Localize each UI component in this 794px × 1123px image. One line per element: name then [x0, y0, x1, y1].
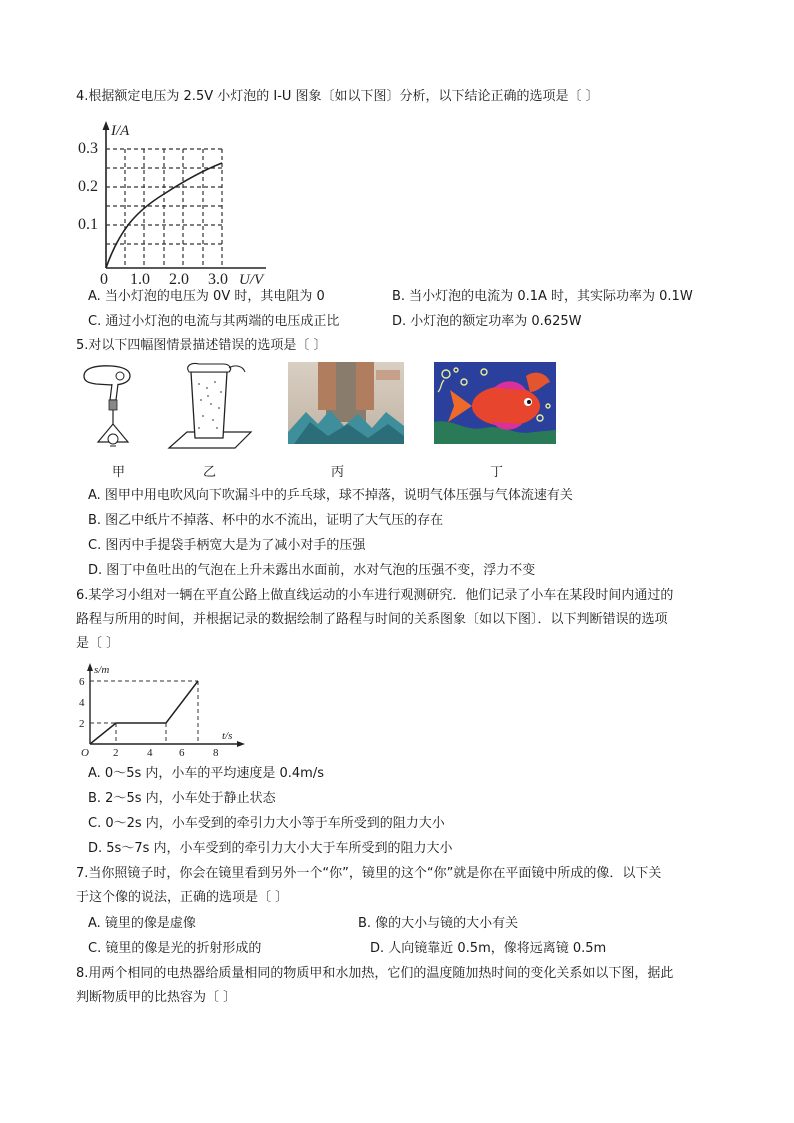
q6-option-b: B. 2～5s 内，小车处于静止状态	[88, 791, 276, 806]
q6-origin-label: O	[81, 747, 89, 759]
q4-y-tick: 0.1	[78, 216, 98, 233]
q6-x-tick: 6	[179, 747, 185, 759]
q5-figure-yi-cup-paper	[163, 362, 255, 460]
q4-option-c: C. 通过小灯泡的电流与其两端的电压成正比	[88, 314, 340, 329]
q5-caption-jia: 甲	[112, 465, 126, 480]
q4-x-tick: 0	[100, 271, 108, 284]
q6-x-axis-label: t/s	[222, 730, 233, 742]
q6-stem-line2: 路程与所用的时间，并根据记录的数据绘制了路程与时间的关系图象〔如以下图〕．以下判断错误的选项	[76, 612, 668, 627]
q4-option-a: A. 当小灯泡的电压为 0V 时，其电阻为 0	[88, 289, 325, 304]
q7-stem-line1: 7.当你照镜子时，你会在镜里看到另外一个“你”，镜里的这个“你”就是你在平面镜中所成的像．以下关	[76, 866, 662, 881]
q4-y-axis-label: I/A	[111, 123, 130, 139]
q6-y-tick: 4	[79, 697, 85, 709]
q6-stem-line3: 是〔 〕	[76, 636, 120, 651]
q4-x-tick: 1.0	[130, 271, 150, 284]
q4-x-axis-label: U/V	[239, 272, 264, 284]
q5-option-b: B. 图乙中纸片不掉落、杯中的水不流出，证明了大气压的存在	[88, 513, 444, 528]
q4-stem: 4.根据额定电压为 2.5V 小灯泡的 I-U 图象〔如以下图〕分析，以下结论正确的选项是〔 〕	[76, 89, 599, 104]
q7-option-a: A. 镜里的像是虚像	[88, 916, 196, 931]
q7-option-c: C. 镜里的像是光的折射形成的	[88, 941, 262, 956]
q4-iu-graph	[76, 118, 276, 284]
q5-option-c: C. 图丙中手提袋手柄宽大是为了减小对手的压强	[88, 538, 366, 553]
q5-figure-jia-hair-dryer	[76, 362, 156, 454]
q6-option-d: D. 5s～7s 内，小车受到的牵引力大小大于车所受到的阻力大小	[88, 841, 453, 856]
q6-option-c: C. 0～2s 内，小车受到的牵引力大小等于车所受到的阻力大小	[88, 816, 445, 831]
q4-x-tick: 2.0	[169, 271, 189, 284]
q8-stem-line2: 判断物质甲的比热容为〔 〕	[76, 990, 237, 1005]
q4-option-d: D. 小灯泡的额定功率为 0.625W	[392, 314, 582, 329]
q5-caption-bing: 丙	[331, 465, 345, 480]
q5-option-d: D. 图丁中鱼吐出的气泡在上升未露出水面前，水对气泡的压强不变，浮力不变	[88, 563, 536, 578]
q6-st-graph	[76, 660, 248, 760]
q5-caption-ding: 丁	[490, 465, 504, 480]
q4-y-tick: 0.2	[78, 178, 98, 195]
q5-option-a: A. 图甲中用电吹风向下吹漏斗中的乒乓球，球不掉落，说明气体压强与气体流速有关	[88, 488, 573, 503]
q5-stem: 5.对以下四幅图情景描述错误的选项是〔 〕	[76, 338, 327, 353]
q6-x-tick: 8	[213, 747, 219, 759]
q5-figure-ding-fish	[434, 362, 556, 444]
q4-option-b: B. 当小灯泡的电流为 0.1A 时，其实际功率为 0.1W	[392, 289, 693, 304]
q4-y-tick: 0.3	[78, 140, 98, 157]
q6-stem-line1: 6.某学习小组对一辆在平直公路上做直线运动的小车进行观测研究．他们记录了小车在某段时间内通过的	[76, 588, 674, 603]
q7-stem-line2: 于这个像的说法，正确的选项是〔 〕	[76, 890, 289, 905]
q6-x-tick: 4	[147, 747, 153, 759]
q6-x-tick: 2	[113, 747, 119, 759]
q6-y-tick: 2	[79, 718, 85, 730]
q8-stem-line1: 8.用两个相同的电热器给质量相同的物质甲和水加热，它们的温度随加热时间的变化关系如以下图，据此	[76, 966, 674, 981]
q4-x-tick: 3.0	[208, 271, 228, 284]
q5-figure-bing-hand-bag	[288, 362, 404, 444]
q6-y-axis-label: s/m	[94, 664, 110, 676]
q7-option-b: B. 像的大小与镜的大小有关	[358, 916, 519, 931]
q6-option-a: A. 0～5s 内，小车的平均速度是 0.4m/s	[88, 766, 324, 781]
q6-y-tick: 6	[79, 676, 85, 688]
q7-option-d: D. 人向镜靠近 0.5m，像将远离镜 0.5m	[370, 941, 607, 956]
q5-caption-yi: 乙	[203, 465, 217, 480]
